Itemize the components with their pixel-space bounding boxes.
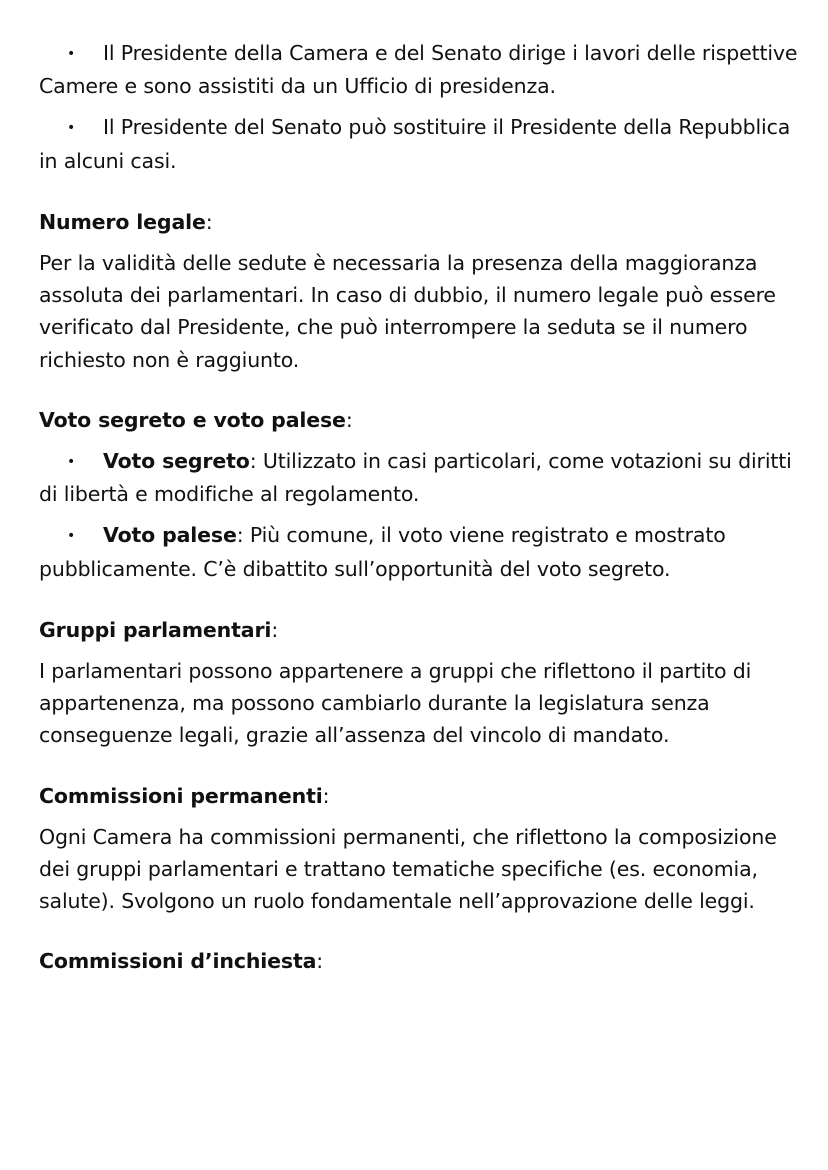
section-body-numero-legale: Per la validità delle sedute è necessaria la presenza della maggioranza assoluta dei parlamentari. In caso di dubbio, il numero legale può essere verificato dal Presidente, che può interrompere la seduta se il numero richiesto non è raggiunto. — [39, 251, 776, 372]
bullet-icon: • — [67, 46, 76, 62]
section-heading-voto: Voto segreto e voto palese: — [39, 407, 353, 432]
list-item — [39, 37, 804, 102]
section-heading-commissioni-permanenti: Commissioni permanenti: — [39, 783, 330, 808]
list-item-text: Il Presidente del Senato può sostituire il Presidente della Repubblica in alcuni casi. — [39, 115, 791, 173]
document-page — [39, 37, 804, 978]
section-body-gruppi: I parlamentari possono appartenere a gruppi che riflettono il partito di appartenenza, ma possono cambiarlo durante la legislatura senza conseguenze legali, grazie all’assenza del vincolo di mandato. — [39, 659, 752, 748]
list-item-voto-segreto — [39, 445, 804, 510]
bullet-icon: • — [67, 120, 76, 137]
section-heading-commissioni-inchiesta: Commissioni d’inchiesta: — [39, 949, 324, 974]
list-item-term: Voto palese — [103, 523, 237, 548]
bullet-icon: • — [67, 454, 76, 471]
list-item-text: Il Presidente della Camera e del Senato dirige i lavori delle rispettive Camere e sono assistiti da un Ufficio di presidenza. — [39, 41, 798, 99]
list-item — [39, 111, 804, 176]
list-item-voto-palese — [39, 519, 804, 584]
section-heading-numero-legale: Numero legale: — [39, 209, 213, 234]
list-item-text: : Utilizzato in casi particolari, come votazioni su diritti di libertà e modifiche al regolamento. — [39, 449, 792, 507]
list-item-text: : Più comune, il voto viene registrato e mostrato pubblicamente. C’è dibattito sull’opportunità del voto segreto. — [39, 523, 726, 581]
section-heading-gruppi: Gruppi parlamentari: — [39, 617, 279, 642]
list-item-term: Voto segreto — [103, 449, 250, 474]
section-body-commissioni-permanenti: Ogni Camera ha commissioni permanenti, che riflettono la composizione dei gruppi parlamentari e trattano tematiche specifiche (es. economia, salute). Svolgono un ruolo fondamentale nell’approvazione delle leggi. — [39, 824, 777, 914]
bullet-icon: • — [67, 528, 76, 545]
